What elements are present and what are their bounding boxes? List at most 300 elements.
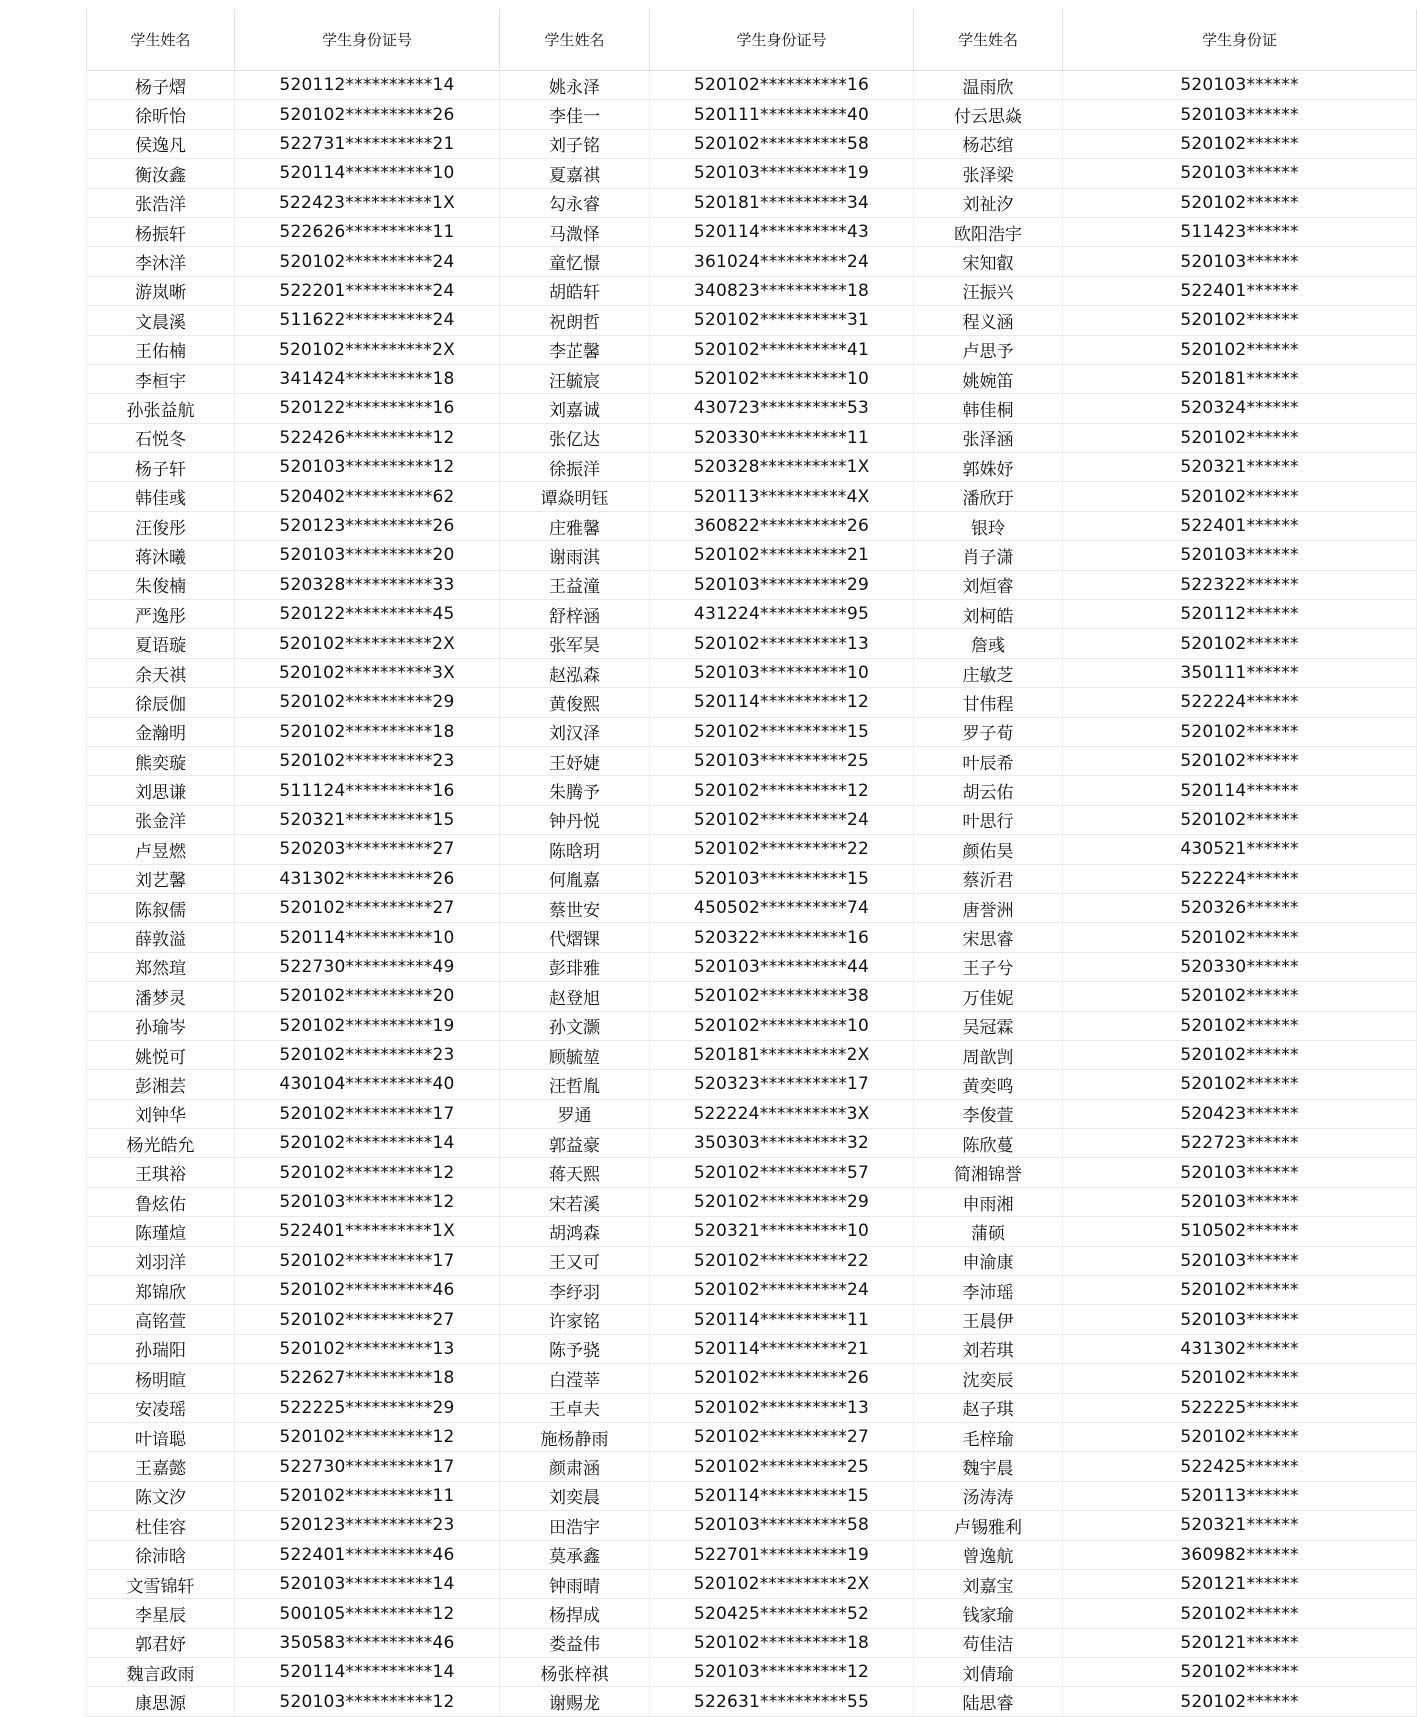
student-id-cell: 520102**********22 <box>650 1246 914 1275</box>
student-id-cell: 520102****** <box>1063 746 1417 775</box>
student-id-cell: 522401****** <box>1063 511 1417 540</box>
student-id-cell: 520102**********38 <box>650 982 914 1011</box>
student-name-cell: 郭姝妤 <box>914 453 1063 482</box>
student-name-cell: 甘伟程 <box>914 688 1063 717</box>
student-id-cell: 520103**********19 <box>650 159 914 188</box>
student-id-cell: 520102**********10 <box>650 1011 914 1040</box>
student-id-cell: 520102**********27 <box>650 1422 914 1451</box>
student-name-cell: 姚永泽 <box>500 71 650 100</box>
student-name-cell: 刘奕晨 <box>500 1481 650 1510</box>
student-id-cell: 520103****** <box>1063 247 1417 276</box>
student-id-cell: 520324****** <box>1063 394 1417 423</box>
student-id-cell: 520114****** <box>1063 776 1417 805</box>
student-name-cell: 刘汉泽 <box>500 717 650 746</box>
student-id-cell: 431302****** <box>1063 1334 1417 1363</box>
student-name-cell: 张泽梁 <box>914 159 1063 188</box>
student-name-cell: 卢思予 <box>914 335 1063 364</box>
student-id-cell: 520102**********17 <box>235 1099 500 1128</box>
table-row <box>87 658 1417 687</box>
table-row <box>87 952 1417 981</box>
table-row <box>87 923 1417 952</box>
student-name-cell: 鲁炫佑 <box>87 1187 235 1216</box>
table-row <box>87 746 1417 775</box>
student-id-cell: 522224**********3X <box>650 1099 914 1128</box>
table-row <box>87 100 1417 129</box>
table-row <box>87 1305 1417 1334</box>
student-name-cell: 谢赐龙 <box>500 1687 650 1716</box>
student-id-cell: 520113****** <box>1063 1481 1417 1510</box>
student-name-cell: 卢锡雅利 <box>914 1511 1063 1540</box>
student-name-cell: 刘若琪 <box>914 1334 1063 1363</box>
student-name-cell: 罗通 <box>500 1099 650 1128</box>
student-name-cell: 郭君妤 <box>87 1628 235 1657</box>
table-row <box>87 1070 1417 1099</box>
student-name-cell: 刘柯皓 <box>914 600 1063 629</box>
student-name-cell: 莫承鑫 <box>500 1540 650 1569</box>
student-name-cell: 姚悦可 <box>87 1040 235 1069</box>
student-id-cell: 520103**********25 <box>650 746 914 775</box>
student-name-cell: 宋若溪 <box>500 1187 650 1216</box>
student-id-cell: 522631**********55 <box>650 1687 914 1716</box>
student-name-cell: 张浩洋 <box>87 188 235 217</box>
student-name-cell: 徐振洋 <box>500 453 650 482</box>
student-name-cell: 施杨静雨 <box>500 1422 650 1451</box>
student-id-cell: 520203**********27 <box>235 835 500 864</box>
student-id-cell: 520103****** <box>1063 1305 1417 1334</box>
table-row <box>87 541 1417 570</box>
student-name-cell: 夏嘉祺 <box>500 159 650 188</box>
student-name-cell: 陈晗玥 <box>500 835 650 864</box>
student-id-cell: 520321****** <box>1063 1511 1417 1540</box>
student-name-cell: 何胤嘉 <box>500 864 650 893</box>
student-id-cell: 520102**********13 <box>650 1393 914 1422</box>
student-id-cell: 520322**********16 <box>650 923 914 952</box>
student-name-cell: 魏宇晨 <box>914 1452 1063 1481</box>
student-id-cell: 520102**********15 <box>650 717 914 746</box>
student-id-cell: 520102**********18 <box>650 1628 914 1657</box>
student-name-cell: 孙文灏 <box>500 1011 650 1040</box>
student-name-cell: 吴冠霖 <box>914 1011 1063 1040</box>
student-id-cell: 520103****** <box>1063 71 1417 100</box>
student-name-cell: 刘嘉宝 <box>914 1569 1063 1598</box>
student-id-cell: 360982****** <box>1063 1540 1417 1569</box>
student-name-cell: 孙张益航 <box>87 394 235 423</box>
student-id-cell: 520102**********27 <box>235 893 500 922</box>
student-name-cell: 朱腾予 <box>500 776 650 805</box>
student-id-cell: 522401**********1X <box>235 1217 500 1246</box>
student-id-cell: 520102**********23 <box>235 1040 500 1069</box>
student-id-cell: 520103**********12 <box>235 1687 500 1716</box>
student-name-cell: 张泽涵 <box>914 423 1063 452</box>
student-name-cell: 庄雅馨 <box>500 511 650 540</box>
student-name-cell: 杨子熠 <box>87 71 235 100</box>
student-name-cell: 张金洋 <box>87 805 235 834</box>
student-name-cell: 白滢莘 <box>500 1364 650 1393</box>
student-name-cell: 杨振轩 <box>87 217 235 246</box>
student-id-cell: 520102**********26 <box>235 100 500 129</box>
table-row <box>87 893 1417 922</box>
student-id-cell: 520323**********17 <box>650 1070 914 1099</box>
table-row <box>87 688 1417 717</box>
table-row <box>87 247 1417 276</box>
student-name-cell: 文晨溪 <box>87 306 235 335</box>
student-name-cell: 黄俊熙 <box>500 688 650 717</box>
student-name-cell: 蔡沂君 <box>914 864 1063 893</box>
header-student-name: 学生姓名 <box>500 9 650 71</box>
student-id-cell: 520102**********12 <box>235 1158 500 1187</box>
student-id-cell: 431224**********95 <box>650 600 914 629</box>
student-name-cell: 王子兮 <box>914 952 1063 981</box>
student-id-cell: 520114**********10 <box>235 159 500 188</box>
student-id-cell: 520102**********2X <box>235 629 500 658</box>
student-id-cell: 520102****** <box>1063 335 1417 364</box>
student-id-cell: 520102**********11 <box>235 1481 500 1510</box>
header-student-id: 学生身份证号 <box>235 9 500 71</box>
student-name-cell: 申渝康 <box>914 1246 1063 1275</box>
student-name-cell: 杨张梓祺 <box>500 1658 650 1687</box>
table-row <box>87 864 1417 893</box>
student-name-cell: 潘梦灵 <box>87 982 235 1011</box>
student-id-cell: 520123**********23 <box>235 1511 500 1540</box>
student-id-cell: 522627**********18 <box>235 1364 500 1393</box>
student-name-cell: 田浩宇 <box>500 1511 650 1540</box>
student-id-cell: 520102**********22 <box>650 835 914 864</box>
student-name-cell: 周歆剀 <box>914 1040 1063 1069</box>
student-name-cell: 万佳妮 <box>914 982 1063 1011</box>
student-id-cell: 520102**********13 <box>235 1334 500 1363</box>
student-name-cell: 马溦怿 <box>500 217 650 246</box>
student-name-cell: 夏语璇 <box>87 629 235 658</box>
student-id-cell: 520103**********12 <box>235 453 500 482</box>
student-name-cell: 刘钟华 <box>87 1099 235 1128</box>
student-id-cell: 520102****** <box>1063 423 1417 452</box>
table-row <box>87 1011 1417 1040</box>
student-id-cell: 520121****** <box>1063 1569 1417 1598</box>
table-row <box>87 1658 1417 1687</box>
student-id-cell: 520114**********14 <box>235 1658 500 1687</box>
student-id-cell: 522423**********1X <box>235 188 500 217</box>
student-name-cell: 王佑楠 <box>87 335 235 364</box>
student-id-cell: 520423****** <box>1063 1099 1417 1128</box>
student-name-cell: 李佳一 <box>500 100 650 129</box>
student-id-cell: 520102**********24 <box>235 247 500 276</box>
student-id-cell: 522731**********21 <box>235 129 500 158</box>
student-name-cell: 李俊萱 <box>914 1099 1063 1128</box>
student-name-cell: 肖子潇 <box>914 541 1063 570</box>
student-id-cell: 350303**********32 <box>650 1129 914 1158</box>
student-id-cell: 520103**********20 <box>235 541 500 570</box>
student-id-cell: 520102**********12 <box>650 776 914 805</box>
table-row <box>87 1687 1417 1716</box>
student-id-cell: 511622**********24 <box>235 306 500 335</box>
student-id-cell: 520425**********52 <box>650 1599 914 1628</box>
student-id-cell: 520102**********12 <box>235 1422 500 1451</box>
student-id-cell: 520121****** <box>1063 1628 1417 1657</box>
student-id-cell: 520103****** <box>1063 1158 1417 1187</box>
student-id-cell: 522701**********19 <box>650 1540 914 1569</box>
student-name-cell: 罗子荀 <box>914 717 1063 746</box>
student-name-cell: 李纾羽 <box>500 1276 650 1305</box>
student-name-cell: 陆思睿 <box>914 1687 1063 1716</box>
student-name-cell: 郭益豪 <box>500 1129 650 1158</box>
student-name-cell: 王琪裕 <box>87 1158 235 1187</box>
student-id-cell: 350111****** <box>1063 658 1417 687</box>
student-id-cell: 520102****** <box>1063 188 1417 217</box>
student-name-cell: 代熠锞 <box>500 923 650 952</box>
student-name-cell: 汪毓宸 <box>500 364 650 393</box>
student-name-cell: 唐誉洲 <box>914 893 1063 922</box>
student-name-cell: 颜佑昊 <box>914 835 1063 864</box>
student-name-cell: 张亿达 <box>500 423 650 452</box>
student-name-cell: 薛敦溢 <box>87 923 235 952</box>
student-id-cell: 520103**********12 <box>235 1187 500 1216</box>
student-id-cell: 520122**********16 <box>235 394 500 423</box>
table-row <box>87 335 1417 364</box>
student-id-cell: 522224****** <box>1063 688 1417 717</box>
student-name-cell: 孙瑜岑 <box>87 1011 235 1040</box>
student-id-cell: 520123**********26 <box>235 511 500 540</box>
student-name-cell: 陈予骁 <box>500 1334 650 1363</box>
student-id-cell: 522425****** <box>1063 1452 1417 1481</box>
student-id-cell: 511423****** <box>1063 217 1417 246</box>
student-id-cell: 520103****** <box>1063 100 1417 129</box>
student-name-cell: 徐辰伽 <box>87 688 235 717</box>
student-id-cell: 350583**********46 <box>235 1628 500 1657</box>
student-id-cell: 520102**********16 <box>650 71 914 100</box>
student-name-cell: 蔡世安 <box>500 893 650 922</box>
student-name-cell: 侯逸凡 <box>87 129 235 158</box>
table-row <box>87 423 1417 452</box>
student-name-cell: 朱俊楠 <box>87 570 235 599</box>
table-row <box>87 1422 1417 1451</box>
student-name-cell: 杨明暄 <box>87 1364 235 1393</box>
student-id-cell: 520103**********58 <box>650 1511 914 1540</box>
student-id-cell: 361024**********24 <box>650 247 914 276</box>
student-name-cell: 胡鸿森 <box>500 1217 650 1246</box>
table-row <box>87 570 1417 599</box>
student-name-cell: 汪俊彤 <box>87 511 235 540</box>
student-name-cell: 安凌瑶 <box>87 1393 235 1422</box>
student-id-cell: 520112**********14 <box>235 71 500 100</box>
table-row <box>87 453 1417 482</box>
student-id-cell: 520102****** <box>1063 129 1417 158</box>
student-id-cell: 520103**********29 <box>650 570 914 599</box>
table-row <box>87 1129 1417 1158</box>
student-name-cell: 康思源 <box>87 1687 235 1716</box>
student-id-cell: 522401**********46 <box>235 1540 500 1569</box>
student-name-cell: 颜肃涵 <box>500 1452 650 1481</box>
student-name-cell: 金瀚明 <box>87 717 235 746</box>
student-name-cell: 王妤婕 <box>500 746 650 775</box>
student-name-cell: 童忆憬 <box>500 247 650 276</box>
table-row <box>87 1158 1417 1187</box>
student-name-cell: 叶谙聪 <box>87 1422 235 1451</box>
student-name-cell: 衡汝鑫 <box>87 159 235 188</box>
table-row <box>87 1246 1417 1275</box>
student-id-cell: 520330****** <box>1063 952 1417 981</box>
student-name-cell: 温雨欣 <box>914 71 1063 100</box>
student-id-cell: 520102**********13 <box>650 629 914 658</box>
table-row <box>87 71 1417 100</box>
student-name-cell: 胡云佑 <box>914 776 1063 805</box>
table-row <box>87 306 1417 335</box>
table-row <box>87 1040 1417 1069</box>
student-id-cell: 520102****** <box>1063 1070 1417 1099</box>
student-name-cell: 王嘉懿 <box>87 1452 235 1481</box>
student-name-cell: 叶思行 <box>914 805 1063 834</box>
student-id-cell: 520103**********44 <box>650 952 914 981</box>
table-row <box>87 1628 1417 1657</box>
student-id-cell: 511124**********16 <box>235 776 500 805</box>
student-id-cell: 341424**********18 <box>235 364 500 393</box>
header-student-id: 学生身份证号 <box>650 9 914 71</box>
student-name-cell: 王又可 <box>500 1246 650 1275</box>
table-row <box>87 629 1417 658</box>
student-name-cell: 谭焱明钰 <box>500 482 650 511</box>
table-row <box>87 982 1417 1011</box>
student-id-cell: 520181**********34 <box>650 188 914 217</box>
student-id-cell: 522225****** <box>1063 1393 1417 1422</box>
student-id-cell: 520181**********2X <box>650 1040 914 1069</box>
student-id-cell: 520102****** <box>1063 482 1417 511</box>
table-row <box>87 511 1417 540</box>
student-id-cell: 520103****** <box>1063 159 1417 188</box>
student-name-cell: 李芷馨 <box>500 335 650 364</box>
student-name-cell: 赵子琪 <box>914 1393 1063 1422</box>
student-id-cell: 520102**********3X <box>235 658 500 687</box>
student-name-cell: 彭琲雅 <box>500 952 650 981</box>
student-name-cell: 刘嘉诚 <box>500 394 650 423</box>
student-id-cell: 520102****** <box>1063 629 1417 658</box>
student-name-cell: 潘欣玗 <box>914 482 1063 511</box>
header-row <box>87 9 1417 71</box>
table-row <box>87 1099 1417 1128</box>
student-name-cell: 程义涵 <box>914 306 1063 335</box>
student-id-cell: 520102**********26 <box>650 1364 914 1393</box>
student-id-cell: 360822**********26 <box>650 511 914 540</box>
student-name-cell: 陈叙儒 <box>87 893 235 922</box>
student-id-cell: 520103****** <box>1063 541 1417 570</box>
table-row <box>87 1276 1417 1305</box>
student-id-cell: 520102**********41 <box>650 335 914 364</box>
student-id-cell: 520402**********62 <box>235 482 500 511</box>
student-id-cell: 520102**********46 <box>235 1276 500 1305</box>
student-id-cell: 520102**********2X <box>650 1569 914 1598</box>
student-id-cell: 520102**********2X <box>235 335 500 364</box>
student-id-cell: 520114**********21 <box>650 1334 914 1363</box>
table-row <box>87 835 1417 864</box>
table-row <box>87 482 1417 511</box>
student-name-cell: 蒋天熙 <box>500 1158 650 1187</box>
student-id-cell: 520102****** <box>1063 1422 1417 1451</box>
student-name-cell: 杨子轩 <box>87 453 235 482</box>
table-row <box>87 717 1417 746</box>
student-name-cell: 徐沛晗 <box>87 1540 235 1569</box>
student-id-cell: 520102**********27 <box>235 1305 500 1334</box>
header-student-id: 学生身份证 <box>1063 9 1417 71</box>
student-name-cell: 韩佳桐 <box>914 394 1063 423</box>
student-id-cell: 520112****** <box>1063 600 1417 629</box>
table-row <box>87 600 1417 629</box>
table-row <box>87 805 1417 834</box>
student-id-cell: 520114**********15 <box>650 1481 914 1510</box>
student-id-cell: 520321**********10 <box>650 1217 914 1246</box>
student-id-cell: 522322****** <box>1063 570 1417 599</box>
student-id-cell: 520113**********4X <box>650 482 914 511</box>
student-id-cell: 520321****** <box>1063 453 1417 482</box>
header-student-name: 学生姓名 <box>87 9 235 71</box>
student-id-cell: 520103**********15 <box>650 864 914 893</box>
student-id-cell: 522626**********11 <box>235 217 500 246</box>
table-row <box>87 1452 1417 1481</box>
student-name-cell: 文雪锦轩 <box>87 1569 235 1598</box>
student-name-cell: 钟丹悦 <box>500 805 650 834</box>
student-id-cell: 520102**********29 <box>235 688 500 717</box>
student-name-cell: 汤涛涛 <box>914 1481 1063 1510</box>
student-id-cell: 510502****** <box>1063 1217 1417 1246</box>
table-row <box>87 188 1417 217</box>
table-row <box>87 1511 1417 1540</box>
student-name-cell: 宋思睿 <box>914 923 1063 952</box>
student-table <box>86 9 1417 1717</box>
student-id-cell: 520102**********31 <box>650 306 914 335</box>
table-row <box>87 276 1417 305</box>
student-id-cell: 520111**********40 <box>650 100 914 129</box>
student-name-cell: 李桓宇 <box>87 364 235 393</box>
student-id-cell: 520326****** <box>1063 893 1417 922</box>
student-id-cell: 522401****** <box>1063 276 1417 305</box>
student-id-cell: 430521****** <box>1063 835 1417 864</box>
student-name-cell: 黄奕鸣 <box>914 1070 1063 1099</box>
student-name-cell: 付云思焱 <box>914 100 1063 129</box>
student-name-cell: 陈欣蔓 <box>914 1129 1063 1158</box>
student-name-cell: 简湘锦誉 <box>914 1158 1063 1187</box>
student-name-cell: 孙瑞阳 <box>87 1334 235 1363</box>
student-id-cell: 520103**********10 <box>650 658 914 687</box>
student-name-cell: 詹彧 <box>914 629 1063 658</box>
student-name-cell: 刘倩瑜 <box>914 1658 1063 1687</box>
student-id-cell: 520114**********10 <box>235 923 500 952</box>
student-id-cell: 520102**********25 <box>650 1452 914 1481</box>
student-name-cell: 王晨伊 <box>914 1305 1063 1334</box>
student-name-cell: 钱家瑜 <box>914 1599 1063 1628</box>
student-id-cell: 520102****** <box>1063 1011 1417 1040</box>
student-id-cell: 520328**********1X <box>650 453 914 482</box>
student-id-cell: 520114**********12 <box>650 688 914 717</box>
student-id-cell: 450502**********74 <box>650 893 914 922</box>
student-name-cell: 游岚晰 <box>87 276 235 305</box>
table-row <box>87 129 1417 158</box>
student-name-cell: 张军昊 <box>500 629 650 658</box>
student-name-cell: 刘祉汐 <box>914 188 1063 217</box>
student-name-cell: 胡皓轩 <box>500 276 650 305</box>
student-name-cell: 曾逸航 <box>914 1540 1063 1569</box>
student-name-cell: 欧阳浩宇 <box>914 217 1063 246</box>
student-id-cell: 520103****** <box>1063 1246 1417 1275</box>
student-id-cell: 520102**********10 <box>650 364 914 393</box>
student-name-cell: 刘思谦 <box>87 776 235 805</box>
student-name-cell: 刘羽洋 <box>87 1246 235 1275</box>
student-id-cell: 520102**********20 <box>235 982 500 1011</box>
student-name-cell: 赵泓森 <box>500 658 650 687</box>
table-row <box>87 1334 1417 1363</box>
student-id-cell: 520102**********18 <box>235 717 500 746</box>
student-id-cell: 520102**********19 <box>235 1011 500 1040</box>
table-header <box>87 9 1417 71</box>
table-row <box>87 776 1417 805</box>
student-id-cell: 520102**********17 <box>235 1246 500 1275</box>
student-id-cell: 340823**********18 <box>650 276 914 305</box>
